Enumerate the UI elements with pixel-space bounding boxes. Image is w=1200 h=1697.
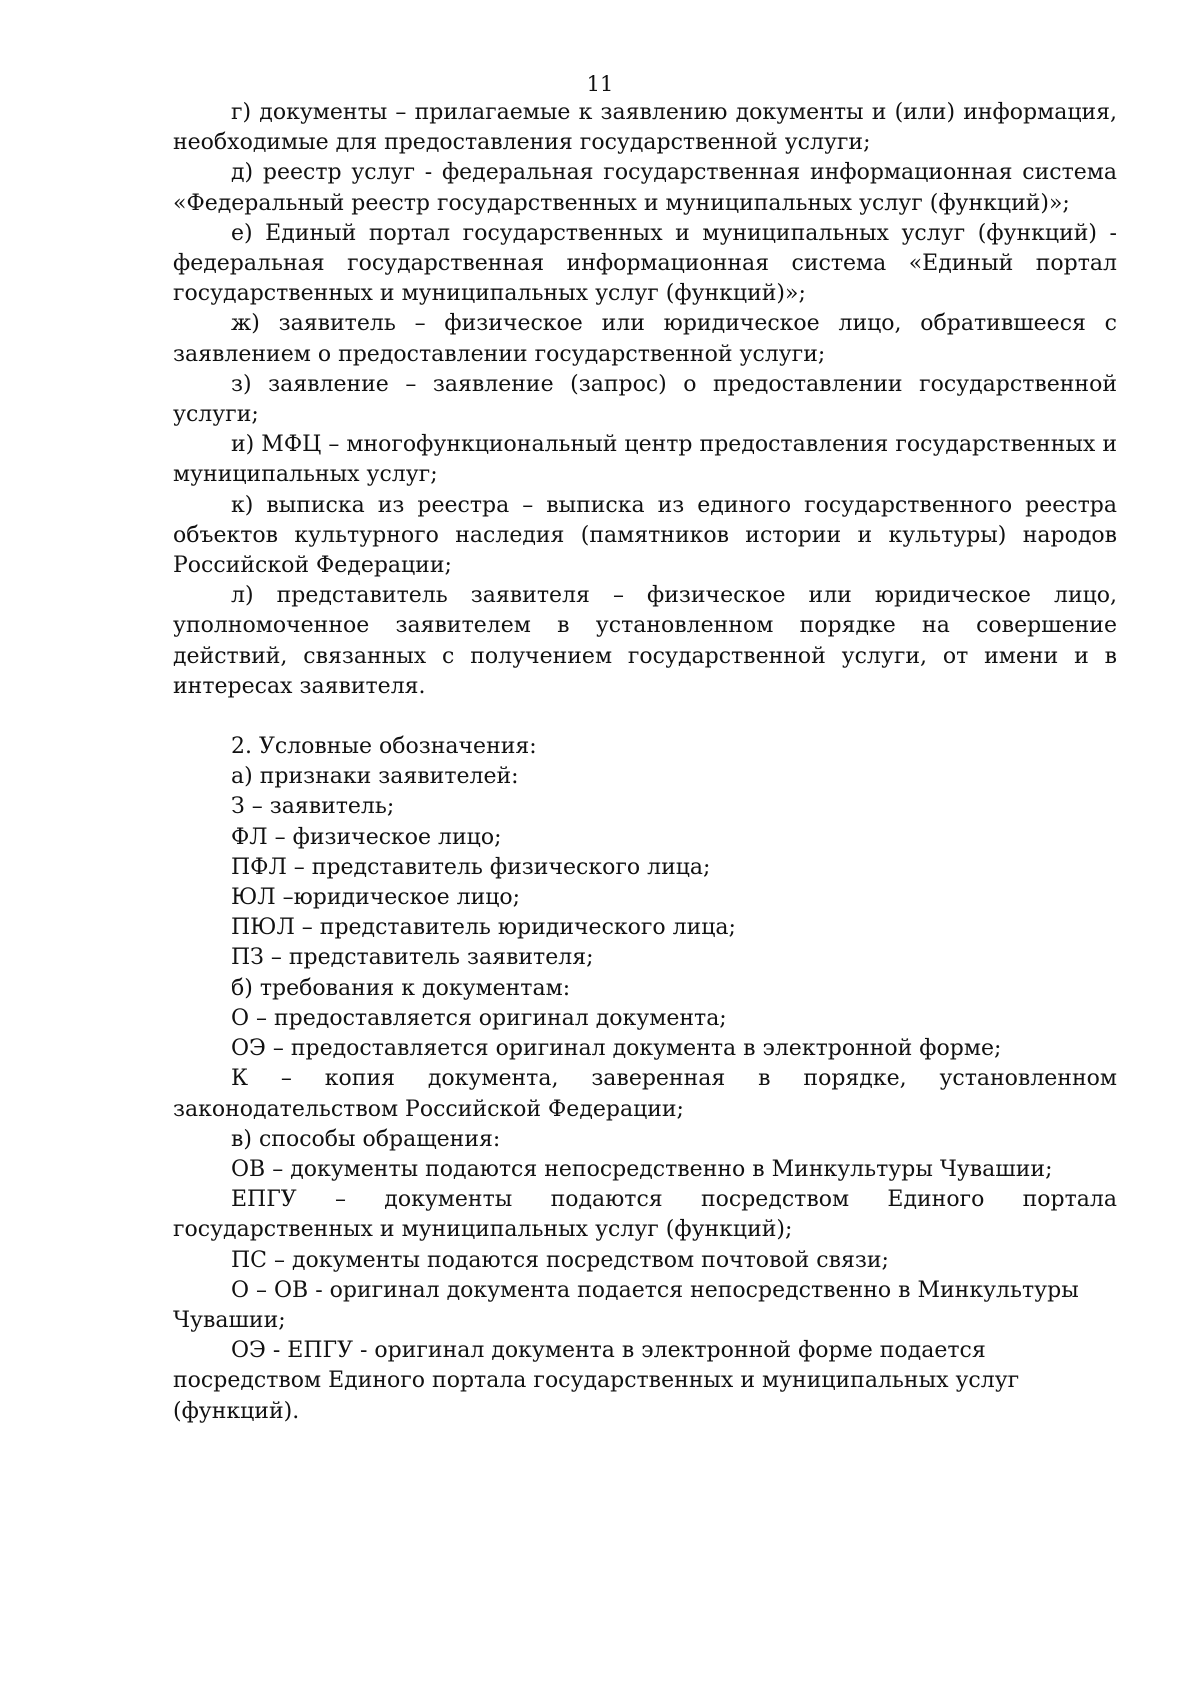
legend-item: ПЗ – представитель заявителя; <box>231 945 594 971</box>
legend-item: ЮЛ –юридическое лицо; <box>231 885 521 911</box>
definition-k: к) выписка из реестра – выписка из единого государственного реестра объектов культурного наследия (памятников истории и культуры) народов Российской Федерации; <box>173 492 1117 579</box>
definition-d: д) реестр услуг - федеральная государственная информационная система «Федеральный реестр государственных и муниципальных услуг (функций)»; <box>173 160 1117 216</box>
definition-zh: ж) заявитель – физическое или юридическое лицо, обратившееся с заявлением о предоставлении государственной услуги; <box>173 311 1117 367</box>
legend-item: ОЭ - ЕПГУ - оригинал документа в электронной форме подается посредством Единого портала государственных и муниципальных услуг (функций). <box>173 1338 1020 1424</box>
legend-group-applicants: а) признаки заявителей: <box>231 764 519 790</box>
legend-item: ПЮЛ – представитель юридического лица; <box>231 915 736 941</box>
page-number: 11 <box>586 72 614 96</box>
legend-item: ПС – документы подаются посредством почтовой связи; <box>231 1247 889 1273</box>
legend-group-documents: б) требования к документам: <box>231 975 571 1001</box>
legend-item: ФЛ – физическое лицо; <box>231 824 502 850</box>
section-2-title: 2. Условные обозначения: <box>231 734 537 760</box>
definition-g: г) документы – прилагаемые к заявлению документы и (или) информация, необходимые для предоставления государственной услуги; <box>173 100 1117 156</box>
definition-l: л) представитель заявителя – физическое или юридическое лицо, уполномоченное заявителем в установленном порядке на совершение действий, связанных с получением государственной услуги, от имени и в интересах заявителя. <box>173 583 1117 699</box>
legend-item: ОВ – документы подаются непосредственно в Минкультуры Чувашии; <box>231 1156 1053 1182</box>
legend-item: З – заявитель; <box>231 794 395 820</box>
legend-item: ОЭ – предоставляется оригинал документа в электронной форме; <box>231 1036 1002 1062</box>
definition-z: з) заявление – заявление (запрос) о предоставлении государственной услуги; <box>173 371 1117 428</box>
legend-item: ПФЛ – представитель физического лица; <box>231 854 711 880</box>
definition-e: е) Единый портал государственных и муниципальных услуг (функций) - федеральная государственная информационная система «Единый портал государственных и муниципальных услуг (функций)»; <box>173 220 1117 307</box>
legend-item: О – предоставляется оригинал документа; <box>231 1005 727 1031</box>
definition-i: и) МФЦ – многофункциональный центр предоставления государственных и муниципальных услуг; <box>173 432 1117 488</box>
legend-item: ЕПГУ – документы подаются посредством Единого портала государственных и муниципальных услуг (функций); <box>173 1187 1117 1243</box>
legend-group-methods: в) способы обращения: <box>231 1126 501 1152</box>
document-body <box>173 98 1117 1427</box>
section-gap <box>173 702 1117 732</box>
legend-item: О – ОВ - оригинал документа подается непосредственно в Минкультуры Чувашии; <box>173 1277 1079 1333</box>
legend-item: К – копия документа, заверенная в порядке, установленном законодательством Российской Федерации; <box>173 1066 1117 1122</box>
